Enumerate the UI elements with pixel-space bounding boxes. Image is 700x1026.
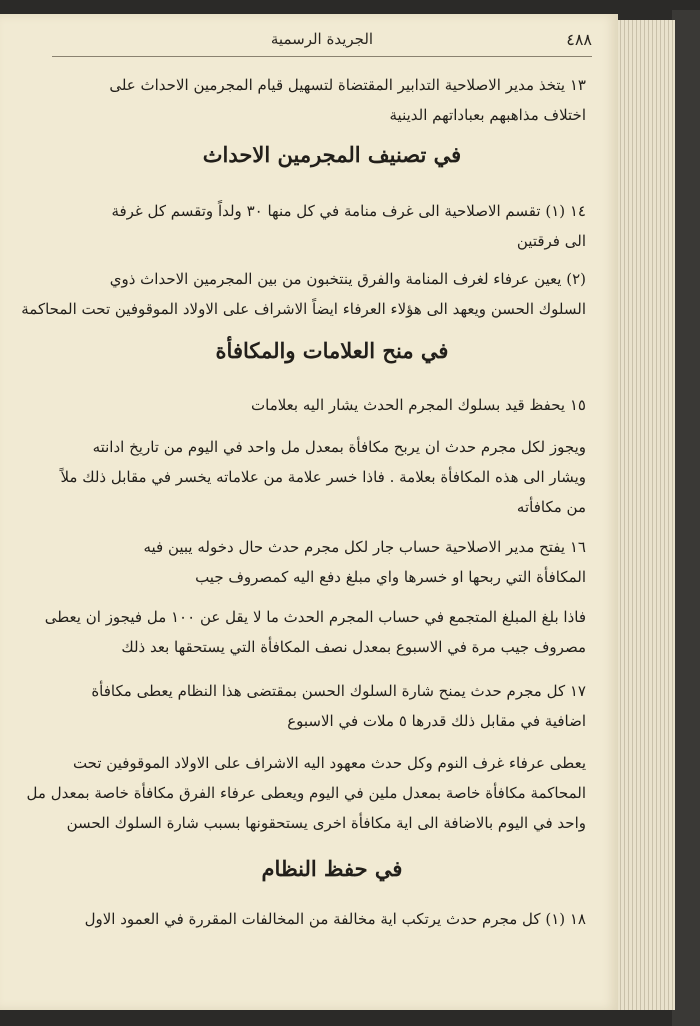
page-number: ٤٨٨ (566, 30, 592, 49)
text-line: اضافية في مقابل ذلك قدرها ٥ ملات في الاسبوع (287, 712, 586, 730)
text-line: ١٨ (١) كل مجرم حدث يرتكب اية مخالفة من المخالفات المقررة في العمود الاول (84, 910, 586, 928)
text-line: ١٥ يحفظ قيد بسلوك المجرم الحدث يشار اليه بعلامات (251, 396, 586, 414)
article-14-1 (78, 196, 586, 256)
text-line: من مكافأته (516, 498, 586, 516)
text-line: فاذا بلغ المبلغ المتجمع في حساب المجرم الحدث ما لا يقل عن ١٠٠ مل فيجوز ان يعطى (44, 608, 586, 626)
text-line: اختلاف مذاهبهم بعباداتهم الدينية (389, 106, 586, 124)
article-16 (78, 532, 586, 592)
text-line: ويشار الى هذه المكافأة بعلامة . فاذا خسر علامة من علاماته يخسر في مقابل ذلك ملاً (60, 468, 586, 486)
text-line: ١٦ يفتح مدير الاصلاحية حساب جار لكل مجرم حدث حال دخوله يبين فيه (143, 538, 586, 556)
article-15 (78, 390, 586, 420)
page-header (52, 30, 592, 57)
article-18-1 (78, 904, 586, 934)
journal-title: الجريدة الرسمية (270, 30, 374, 48)
text-line: المكافأة التي ربحها او خسرها واي مبلغ دفع اليه كمصروف جيب (195, 568, 586, 586)
section-heading-classification (78, 142, 586, 167)
text-line: ١٧ كل مجرم حدث يمنح شارة السلوك الحسن بمقتضى هذا النظام يعطى مكافأة (91, 682, 586, 700)
section-heading: في تصنيف المجرمين الاحداث (202, 142, 462, 167)
text-line: واحد في اليوم بالاضافة الى اية مكافأة اخرى يستحقونها بسبب شارة السلوك الحسن (66, 814, 586, 832)
section-heading: في حفظ النظام (261, 856, 403, 881)
text-line: ١٣ يتخذ مدير الاصلاحية التدابير المقتضاة لتسهيل قيام المجرمين الاحداث على (109, 76, 586, 94)
section-heading-order (78, 856, 586, 881)
text-line: السلوك الحسن ويعهد الى هؤلاء العرفاء ايضاً الاشراف على الاولاد الموقوفين تحت المحاكمة (21, 300, 586, 318)
article-16-cont (44, 602, 586, 662)
article-17 (78, 676, 586, 736)
text-line: المحاكمة مكافأة خاصة بمعدل ملين في اليوم ويعطى عرفاء الفرق مكافأة خاصة بمعدل مل (26, 784, 586, 802)
section-heading-marks (78, 338, 586, 363)
article-15-cont (60, 432, 586, 522)
article-17-cont (26, 748, 586, 838)
book-cover-edge (672, 10, 700, 1026)
section-heading: في منح العلامات والمكافأة (215, 338, 449, 363)
text-line: مصروف جيب مرة في الاسبوع بمعدل نصف المكافأة التي يستحقها بعد ذلك (121, 638, 586, 656)
text-line: الى فرقتين (516, 232, 586, 250)
text-line: يعطى عرفاء غرف النوم وكل حدث معهود اليه الاشراف على الاولاد الموقوفين تحت (72, 754, 586, 772)
article-14-2 (21, 264, 586, 324)
text-line: ١٤ (١) تقسم الاصلاحية الى غرف منامة في كل منها ٣٠ ولداً وتقسم كل غرفة (111, 202, 586, 220)
article-13 (78, 70, 586, 130)
text-line: ويجوز لكل مجرم حدث ان يربح مكافأة بمعدل مل واحد في اليوم من تاريخ ادانته (92, 438, 586, 456)
text-line: (٢) يعين عرفاء لغرف المنامة والفرق ينتخبون من بين المجرمين الاحداث ذوي (109, 270, 586, 288)
